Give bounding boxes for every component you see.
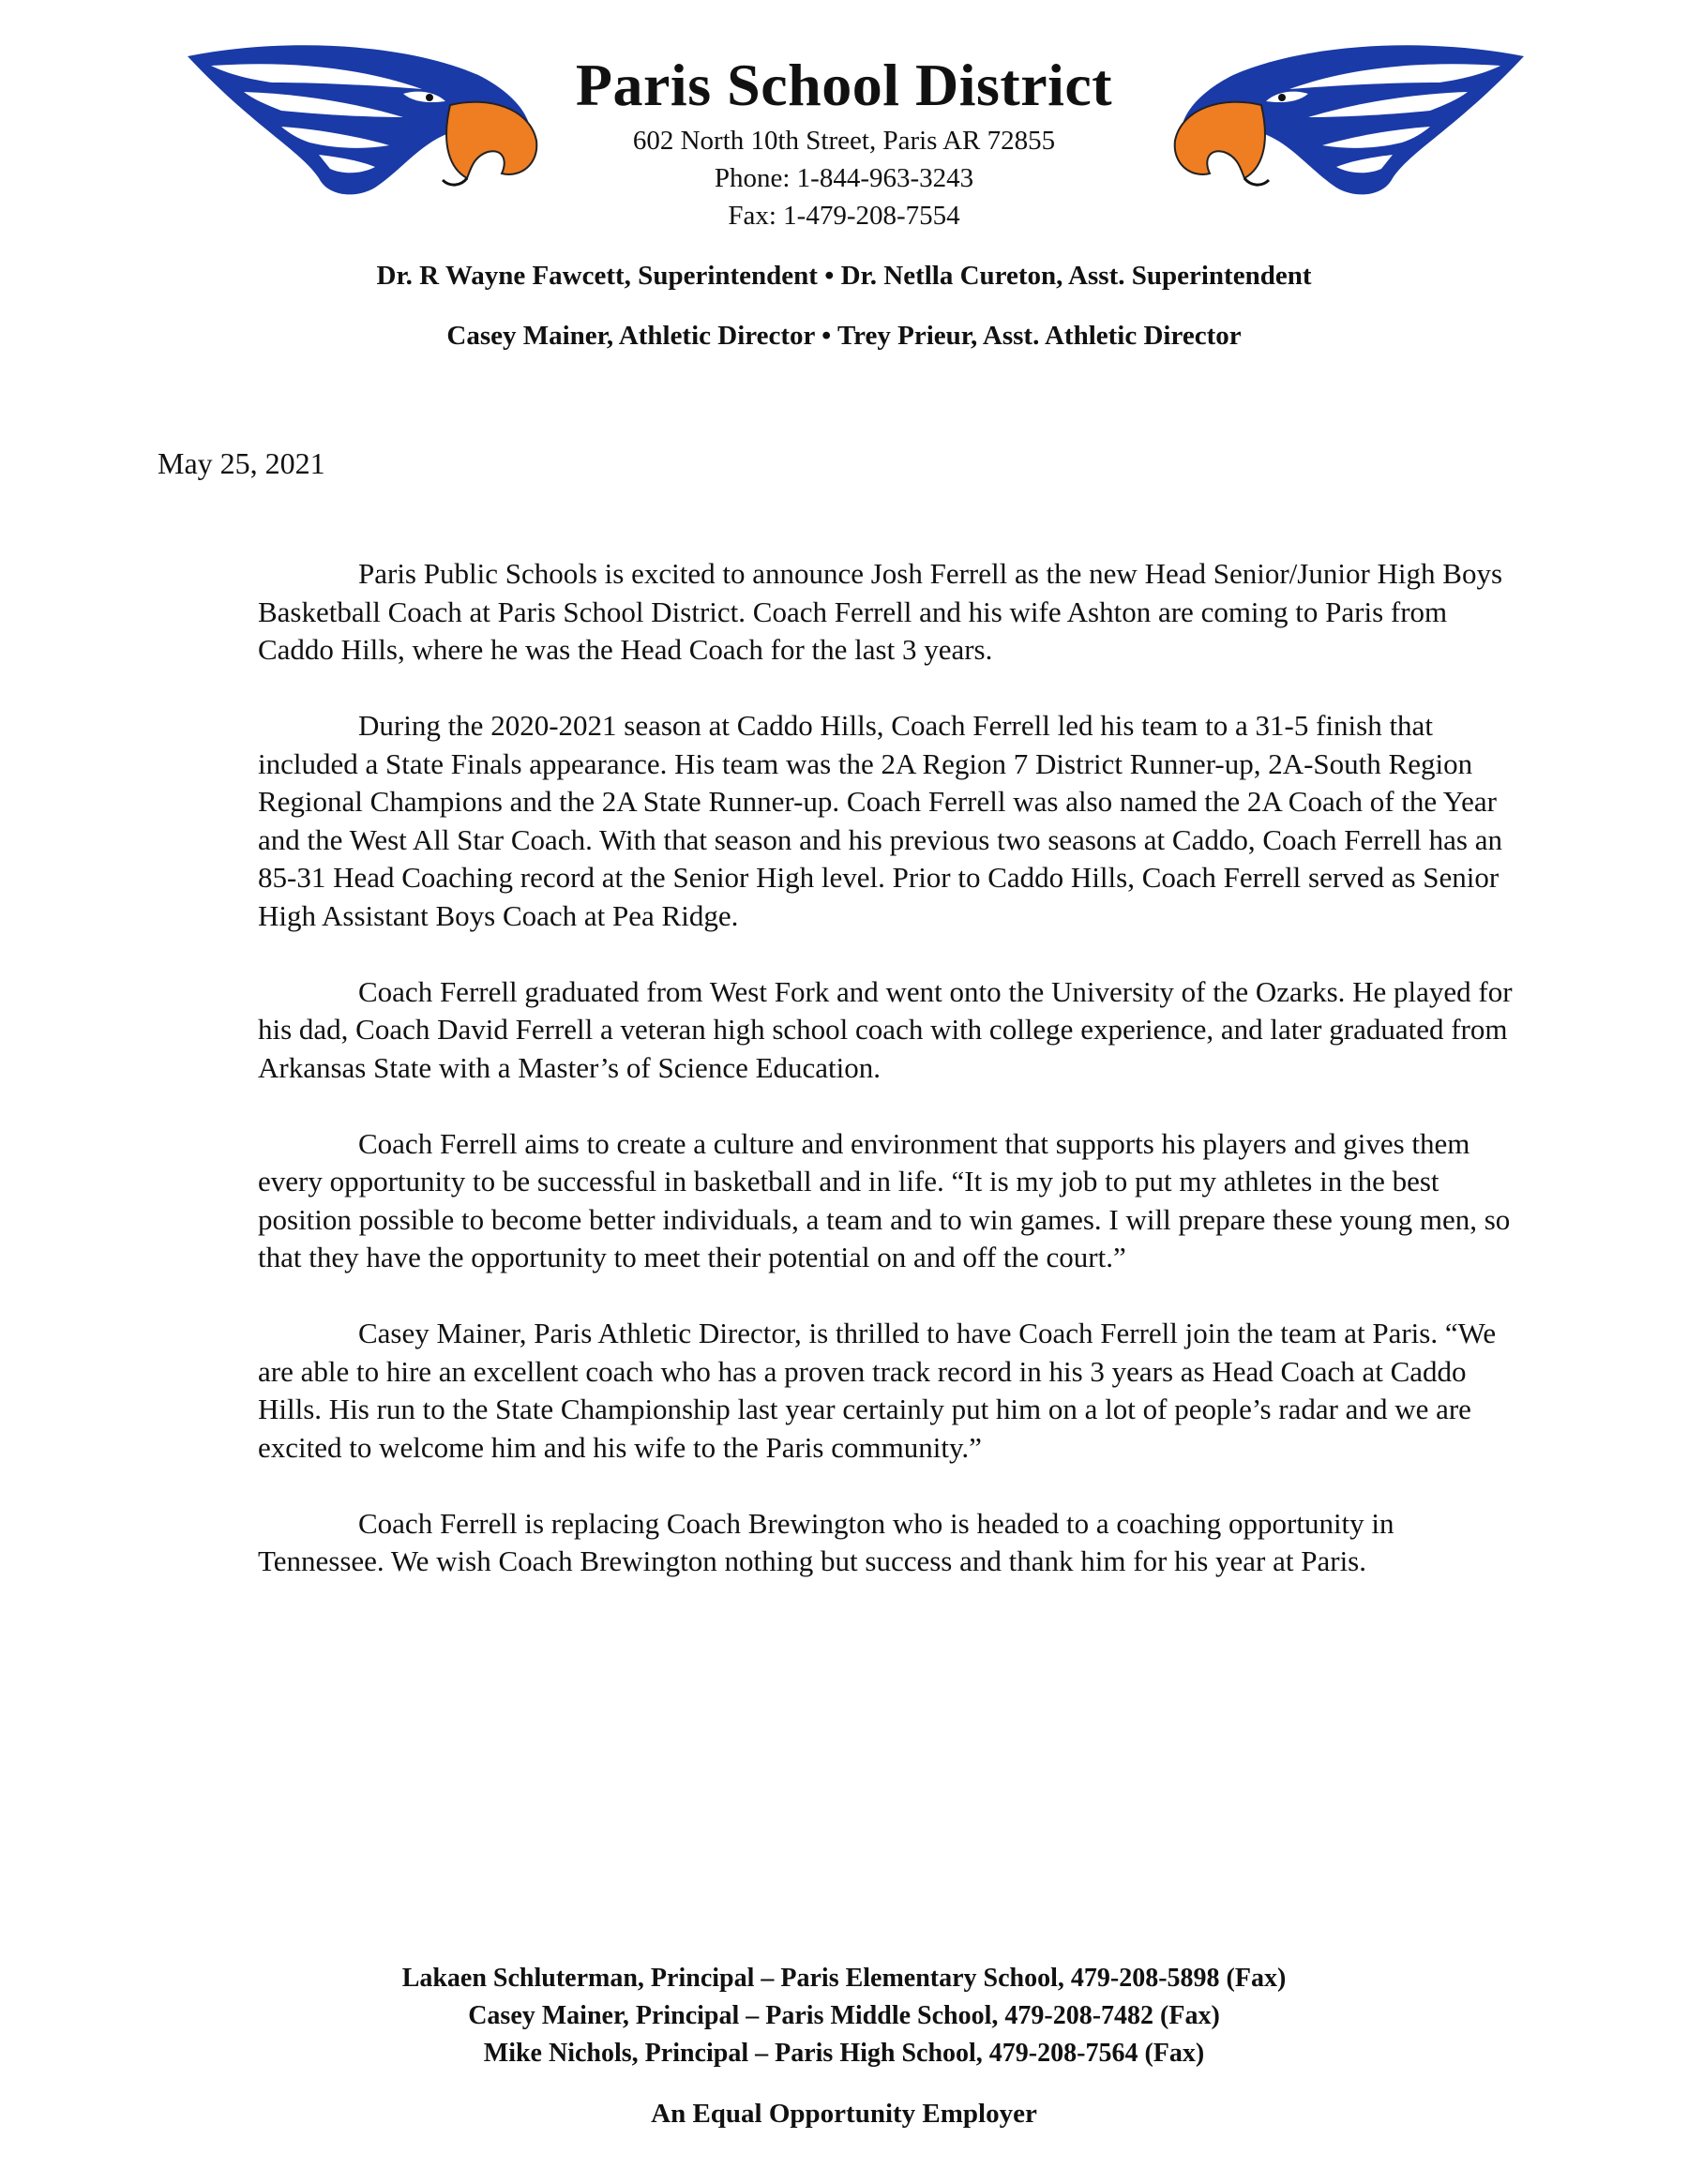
district-address: 602 North 10th Street, Paris AR 72855 (632, 126, 1056, 156)
body-paragraph: Coach Ferrell aims to create a culture and environment that supports his players and gives them every opportunity to be successful in basketball and in life. “It is my job to put my athletes in the best position possible to become better individuals, a team and to win games. I will prepare these young men, so that they have the opportunity to meet their potential on and off the court.” (258, 1126, 1511, 1273)
eagle-head-icon (1168, 38, 1543, 202)
letterhead (469, 49, 1219, 234)
superintendent-line: Dr. R Wayne Fawcett, Superintendent • Dr. Netlla Cureton, Asst. Superintendent (376, 261, 1312, 291)
letter-date: May 25, 2021 (158, 446, 325, 480)
letter-body (258, 555, 1515, 1619)
athletic-director-line: Casey Mainer, Athletic Director • Trey Prieur, Asst. Athletic Director (446, 321, 1242, 351)
equal-opportunity-statement: An Equal Opportunity Employer (651, 2099, 1037, 2129)
body-paragraph: Casey Mainer, Paris Athletic Director, is thrilled to have Coach Ferrell join the team at Paris. “We are able to hire an excellent coach who has a proven track record in his 3 years as Head Coach at Caddo Hills. His run to the State Championship last year certainly put him on a lot of people’s radar and we are excited to welcome him and his wife to the Paris community.” (258, 1317, 1497, 1464)
principal-line: Lakaen Schluterman, Principal – Paris Elementary School, 479-208-5898 (Fax) (401, 1964, 1287, 1993)
body-paragraph: Coach Ferrell is replacing Coach Brewington who is headed to a coaching opportunity in Tennessee. We wish Coach Brewington nothing but success and thank him for his year at Paris. (258, 1506, 1394, 1577)
district-name: Paris School District (575, 52, 1113, 118)
body-paragraph: During the 2020-2021 season at Caddo Hills, Coach Ferrell led his team to a 31-5 finish that included a State Finals appearance. His team was the 2A Region 7 District Runner-up, 2A-South Region Regional Champions and the 2A State Runner-up. Coach Ferrell was also named the 2A Coach of the Year and the West All Star Coach. With that season and his previous two seasons at Caddo, Coach Ferrell has an 85-31 Head Coaching record at the Senior High level. Prior to Caddo Hills, Coach Ferrell served as Senior High Assistant Boys Coach at Pea Ridge. (258, 709, 1503, 932)
district-phone: Phone: 1-844-963-3243 (714, 163, 974, 193)
principals-footer (0, 1960, 1688, 2072)
body-paragraph: Paris Public Schools is excited to announce Josh Ferrell as the new Head Senior/Junior High Boys Basketball Coach at Paris School District. Coach Ferrell and his wife Ashton are coming to Paris from Caddo Hills, where he was the Head Coach for the last 3 years. (258, 557, 1503, 666)
principal-line: Mike Nichols, Principal – Paris High School, 479-208-7564 (Fax) (483, 2039, 1205, 2068)
body-paragraph: Coach Ferrell graduated from West Fork and went onto the University of the Ozarks. He played for his dad, Coach David Ferrell a veteran high school coach with college experience, and later graduated from Arkansas State with a Master’s of Science Education. (258, 974, 1513, 1084)
eagle-logo-right (1168, 38, 1543, 202)
principal-line: Casey Mainer, Principal – Paris Middle School, 479-208-7482 (Fax) (468, 2001, 1220, 2030)
district-fax: Fax: 1-479-208-7554 (728, 201, 960, 231)
